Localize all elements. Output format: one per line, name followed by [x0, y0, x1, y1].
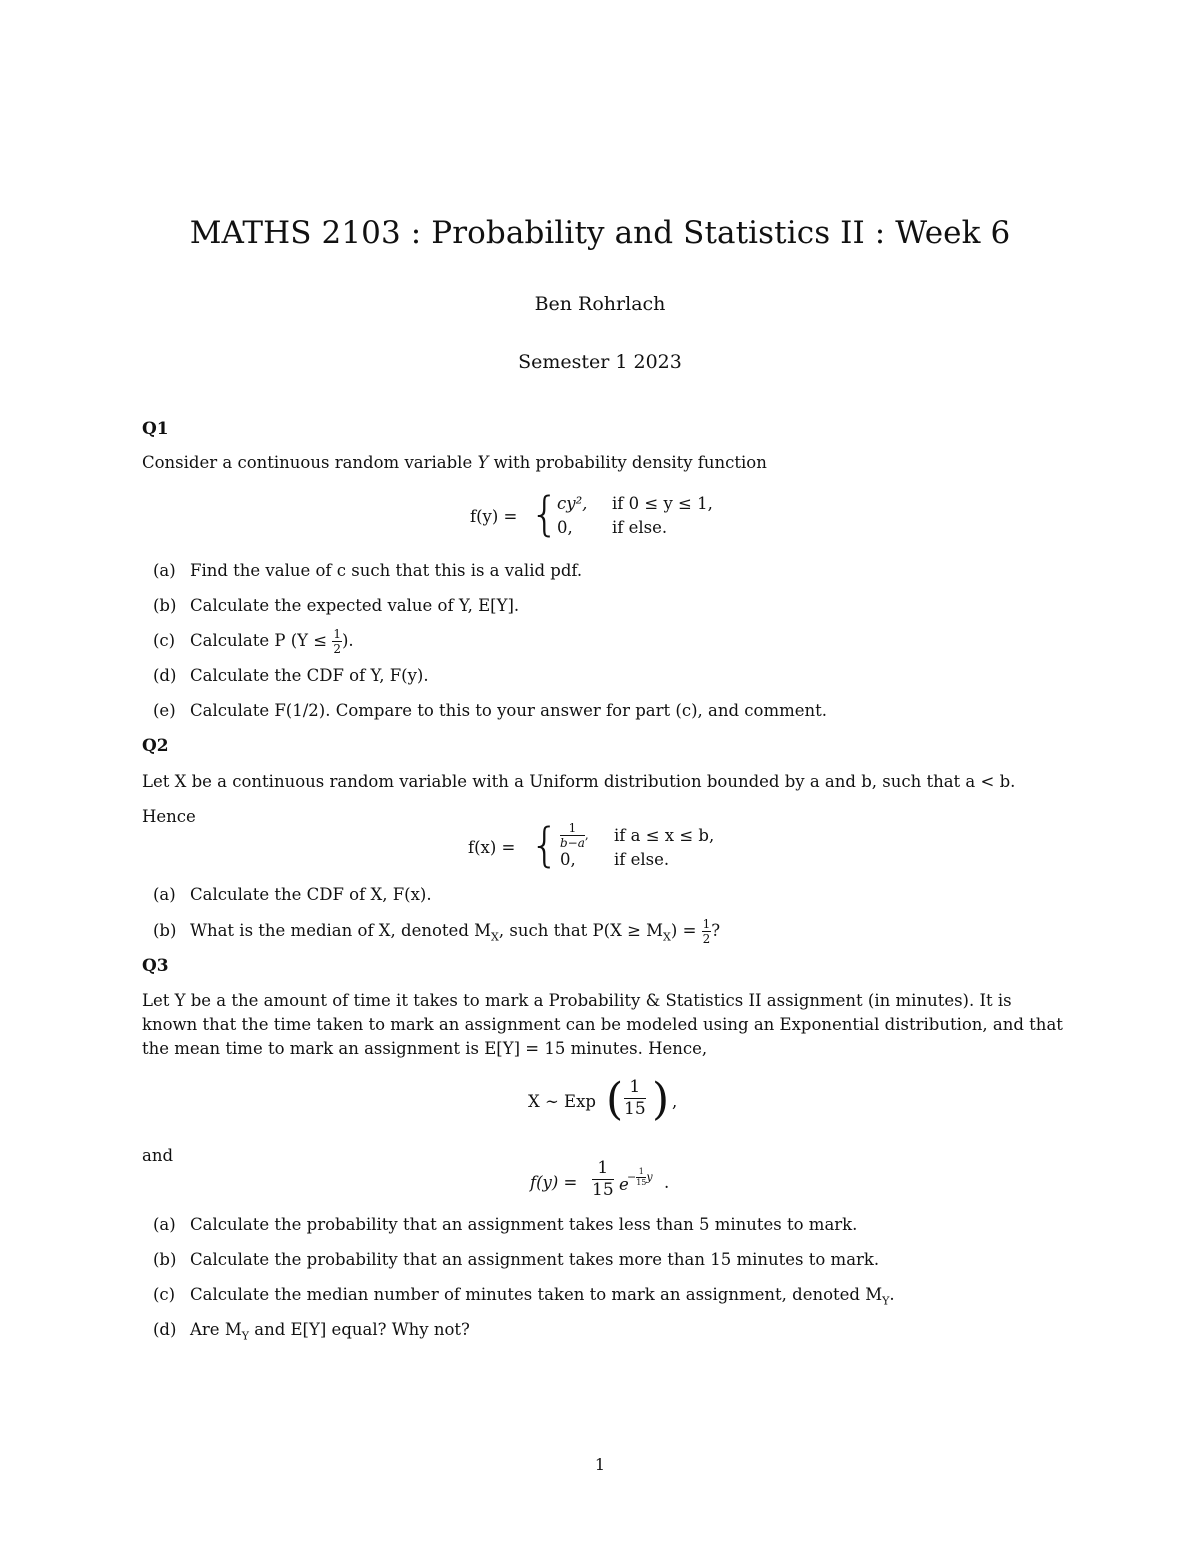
- q2-case2-value: 0,: [560, 850, 576, 869]
- right-paren-icon: ): [652, 1074, 670, 1125]
- q3-pdf-frac: $\frac{1}{15}$: [592, 1158, 614, 1200]
- q3-and: and: [142, 1146, 174, 1165]
- q1-item-a: (a) Find the value of c such that this is a valid pdf.: [153, 561, 583, 580]
- q2-heading: Q2: [142, 736, 169, 756]
- q1-intro: Consider a continuous random variable Y with probability density function: [142, 453, 767, 472]
- q1-item-e: (e) Calculate F(1/2). Compare to this to your answer for part (c), and comment.: [153, 701, 828, 720]
- q3-heading: Q3: [142, 956, 169, 976]
- q1-heading: Q1: [142, 419, 169, 439]
- q1-case2-cond: if else.: [612, 518, 668, 537]
- q3-pdf-end: .: [664, 1173, 670, 1192]
- q2-item-a: (a) Calculate the CDF of X, F(x).: [153, 885, 432, 904]
- q1-case2-value: 0,: [557, 518, 573, 537]
- half-fraction: $\frac{1}{2}$: [702, 917, 711, 946]
- q3-pdf-exponent: − $\frac{1}{15}$ y: [627, 1167, 653, 1187]
- q3-intro: Let Y be a the amount of time it takes to mark a Probability & Statistics II assignment (in minutes). It is known that the time taken to mark an assignment can be modeled using an Exponential distribution, and that the mean time to mark an assignment is E[Y] = 15 minutes. Hence,: [142, 991, 1063, 1058]
- brace-icon: {: [530, 818, 560, 872]
- author: Ben Rohrlach: [534, 293, 666, 315]
- q2-intro: Let X be a continuous random variable with a Uniform distribution bounded by a and b, such that a < b.: [142, 772, 1016, 791]
- date: Semester 1 2023: [518, 351, 682, 373]
- q3-dist-lhs: X ∼ Exp: [528, 1092, 596, 1111]
- q2-pdf: [468, 818, 738, 874]
- q3-pdf-exp-base: e: [619, 1175, 629, 1194]
- q3-pdf: [530, 1160, 690, 1206]
- q2-item-b: (b) What is the median of X, denoted $M_X$, such that $P(X \ge M_X)$ = $\frac{1}{2}$ ?: [153, 917, 721, 946]
- q2-hence: Hence: [142, 807, 196, 826]
- q3-item-c: (c) Calculate the median number of minutes taken to mark an assignment, denoted $M_Y$.: [153, 1285, 895, 1308]
- q1-item-d: (d) Calculate the CDF of Y, F(y).: [153, 666, 429, 685]
- q1-pdf: [470, 487, 730, 544]
- brace-icon: {: [530, 487, 560, 541]
- q3-item-b: (b) Calculate the probability that an assignment takes more than 15 minutes to mark.: [153, 1250, 880, 1269]
- q3-dist-end: ,: [672, 1092, 678, 1111]
- q3-dist-frac: $\frac{1}{15}$: [624, 1077, 646, 1119]
- q3-item-a: (a) Calculate the probability that an assignment takes less than 5 minutes to mark.: [153, 1215, 858, 1234]
- q2-case1-cond: if a ≤ x ≤ b,: [614, 826, 715, 845]
- q1-item-c: (c) Calculate P (Y ≤ $\frac{1}{2}$ ).: [153, 627, 354, 656]
- q3-pdf-lhs: f(y) =: [530, 1173, 578, 1192]
- page-number: 1: [594, 1455, 606, 1474]
- q1-case1-value: cy²,: [557, 494, 588, 513]
- half-fraction: $\frac{1}{2}$: [333, 627, 341, 656]
- q2-case2-cond: if else.: [614, 850, 670, 869]
- q3-item-d: (d) Are $M_Y$ and E[Y] equal? Why not?: [153, 1320, 470, 1343]
- q2-pdf-lhs: f(x) =: [468, 838, 516, 857]
- q1-item-b: (b) Calculate the expected value of Y, E[Y].: [153, 596, 520, 615]
- left-paren-icon: (: [606, 1074, 624, 1125]
- page-title: MATHS 2103 : Probability and Statistics II : Week 6: [189, 215, 1011, 251]
- q3-distribution: [528, 1074, 678, 1131]
- q2-case1-value: $\frac{1}{b-a}$ ,: [560, 821, 589, 850]
- q1-pdf-lhs: f(y) =: [470, 507, 518, 526]
- q1-case1-cond: if 0 ≤ y ≤ 1,: [612, 494, 713, 513]
